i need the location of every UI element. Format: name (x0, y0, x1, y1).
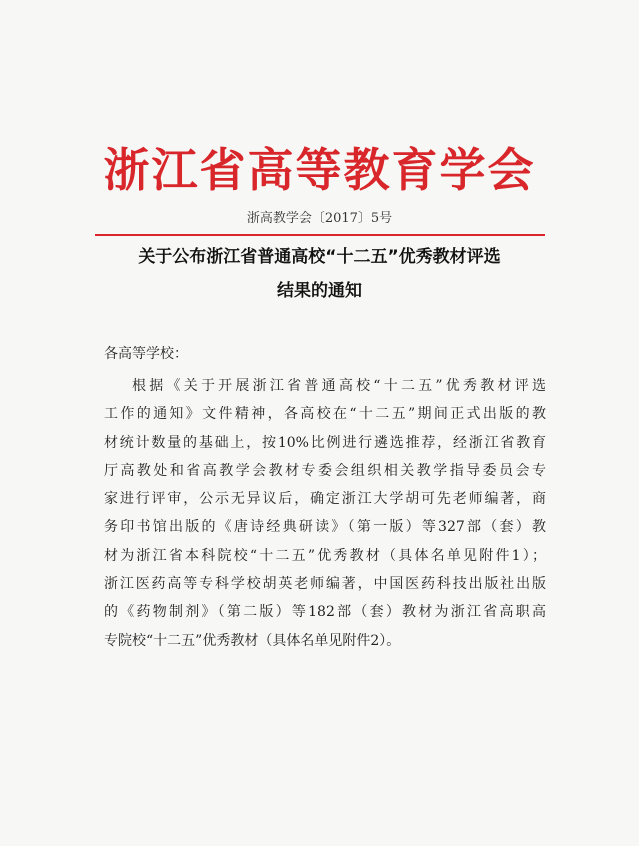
body-line: 厅高教处和省高教学会教材专委会组织相关教学指导委员会专 (104, 462, 546, 479)
body-line: 工作的通知》文件精神，各高校在“十二五”期间正式出版的教 (104, 406, 546, 423)
notice-title-line-2: 结果的通知 (277, 281, 362, 301)
body-line: 专院校“十二五”优秀教材（具体名单见附件2）。 (104, 632, 401, 649)
body-line: 的《药物制剂》（第二版）等182部（套）教材为浙江省高职高 (104, 604, 546, 621)
body-line: 家进行评审，公示无异议后，确定浙江大学胡可先老师编著，商 (104, 491, 546, 508)
notice-title (0, 240, 639, 308)
body-line: 根据《关于开展浙江省普通高校“十二五”优秀教材评选 (132, 378, 546, 394)
body-line: 浙江医药高等专科学校胡英老师编著，中国医药科技出版社出版 (104, 576, 546, 593)
notice-title-line-1: 关于公布浙江省普通高校“十二五”优秀教材评选 (138, 247, 501, 267)
body-paragraph (104, 372, 546, 655)
body-line: 务印书馆出版的《唐诗经典研读》（第一版）等327部（套）教 (104, 519, 546, 536)
salutation: 各高等学校： (104, 346, 188, 362)
red-divider (95, 234, 545, 236)
body-line: 材统计数量的基础上，按10%比例进行遴选推荐，经浙江省教育 (104, 434, 546, 451)
body-line: 材为浙江省本科院校“十二五”优秀教材（具体名单见附件1）； (104, 547, 546, 564)
organization-header: 浙江省高等教育学会 (103, 143, 536, 197)
document-number: 浙高教学会〔2017〕5号 (246, 211, 393, 226)
